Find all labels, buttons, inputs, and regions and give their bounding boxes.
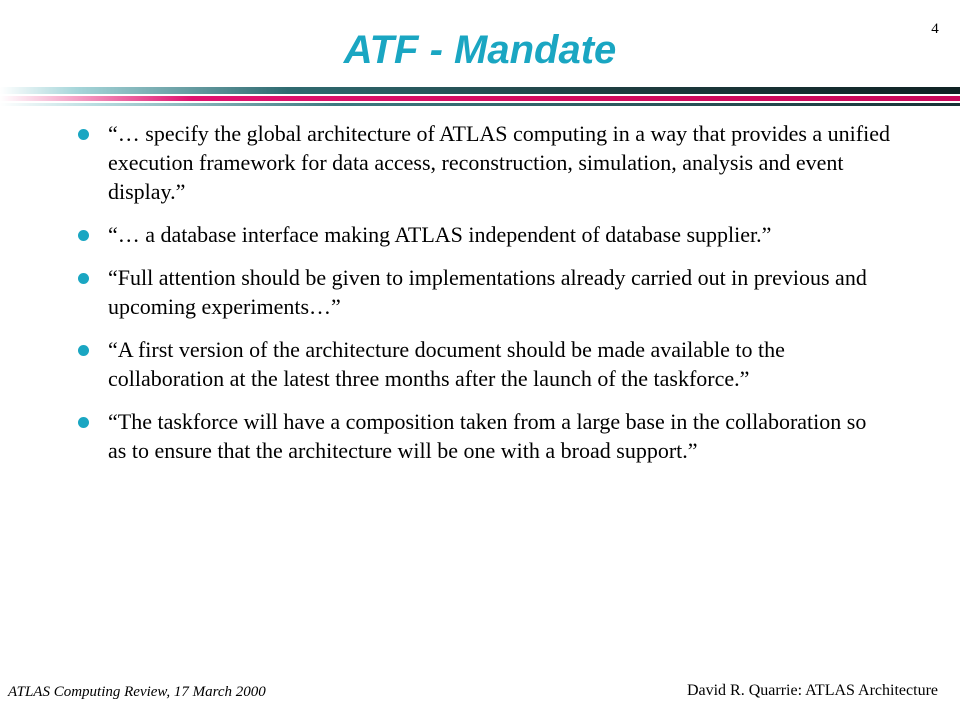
title-rule-dark-lower <box>0 103 960 106</box>
bullet-item <box>70 119 890 206</box>
bullet-item <box>70 335 890 393</box>
bullet-item <box>70 220 890 249</box>
bullet-list <box>70 119 890 479</box>
bullet-dot-icon <box>78 129 89 140</box>
bullet-dot-icon <box>78 417 89 428</box>
bullet-dot-icon <box>78 230 89 241</box>
bullet-item <box>70 263 890 321</box>
footer-right: David R. Quarrie: ATLAS Architecture <box>686 682 938 699</box>
title-rule-dark <box>0 87 960 94</box>
bullet-text: “… specify the global architecture of ATLAS computing in a way that provides a unified execution framework for data access, reconstruction, simulation, analysis and event display.” <box>108 121 890 204</box>
bullet-dot-icon <box>78 345 89 356</box>
bullet-text: “A first version of the architecture document should be made available to the collaboration at the latest three months after the launch of the taskforce.” <box>108 337 785 391</box>
bullet-item <box>70 407 890 465</box>
slide-title: ATF - Mandate <box>343 28 617 72</box>
slide-number: 4 <box>931 21 939 37</box>
bullet-text: “The taskforce will have a composition taken from a large base in the collaboration so as to ensure that the architecture will be one with a broad support.” <box>108 409 867 463</box>
bullet-text: “… a database interface making ATLAS independent of database supplier.” <box>108 222 772 247</box>
bullet-text: “Full attention should be given to implementations already carried out in previous and upcoming experiments…” <box>108 265 867 319</box>
footer-left: ATLAS Computing Review, 17 March 2000 <box>8 684 266 700</box>
title-rule-magenta <box>0 96 960 101</box>
bullet-dot-icon <box>78 273 89 284</box>
